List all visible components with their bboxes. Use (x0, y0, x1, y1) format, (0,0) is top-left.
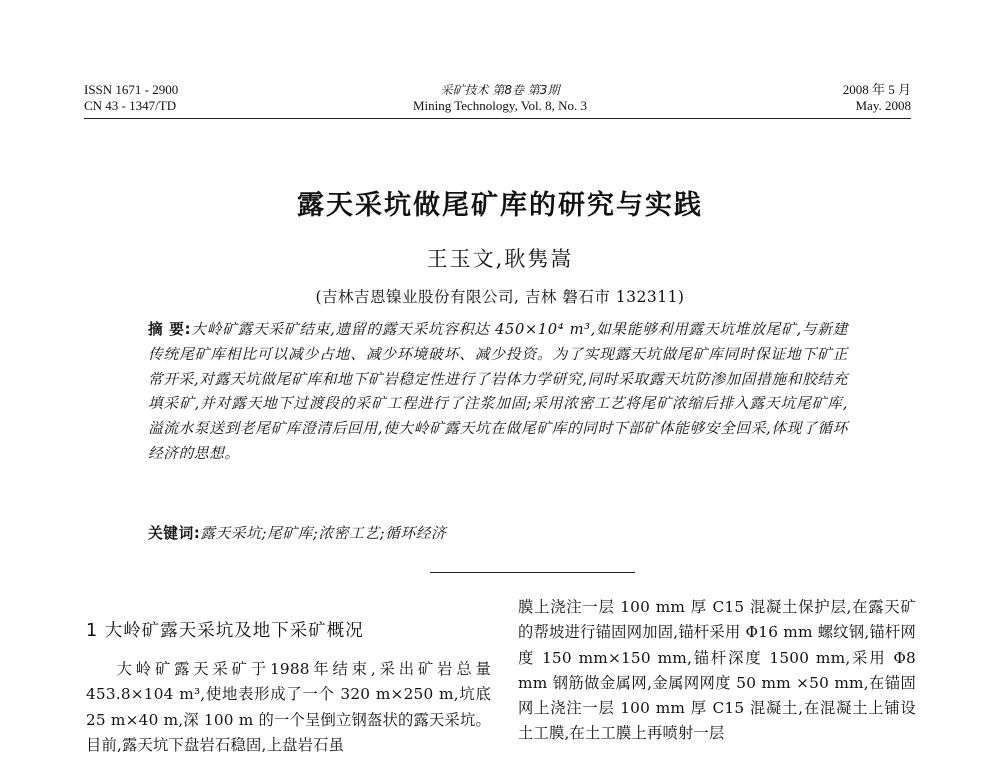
journal-name-en: Mining Technology, Vol. 8, No. 3 (412, 98, 588, 113)
section-heading: 1 大岭矿露天采坑及地下采矿概况 (86, 621, 364, 641)
date-en: May. 2008 (855, 98, 911, 113)
paper-title: 露天采坑做尾矿库的研究与实践 (297, 190, 703, 221)
left-column (86, 657, 491, 758)
date-cn: 2008 年 5 月 (842, 82, 911, 97)
right-paragraph: 膜上浇注一层 100 mm 厚 C15 混凝土保护层,在露天矿的帮坡进行锚固网加固,锚杆采用 Φ16 mm 螺纹钢,锚杆网度 150 mm×150 mm,锚杆深度 1500 mm,采用 Φ8 mm 钢筋做金属网,金属网网度 50 mm ×50 mm,在锚固网上浇注一层 100 mm 厚 C15 混凝土,在混凝土上铺设土工膜,在土工膜上再喷射一层 (518, 598, 916, 743)
abstract-label: 摘 要: (148, 321, 192, 338)
header-rule (84, 118, 911, 119)
affiliation: (吉林吉恩镍业股份有限公司, 吉林 磐石市 132311) (315, 288, 685, 306)
issn: ISSN 1671 - 2900 (84, 82, 179, 97)
keywords (148, 522, 848, 543)
paper-authors: 王玉文,耿隽嵩 (426, 247, 574, 271)
cn-number: CN 43 - 1347/TD (84, 98, 177, 113)
left-paragraph: 大岭矿露天采矿于1988年结束,采出矿岩总量453.8×104 m³,使地表形成了一个 320 m×250 m,坑底 25 m×40 m,深 100 m 的一个呈倒立钢盔状的露天采坑。目前,露天坑下盘岩石稳固,上盘岩石虽 (86, 660, 491, 754)
keywords-label: 关键词: (148, 525, 201, 542)
keywords-text: 露天采坑;尾矿库;浓密工艺;循环经济 (200, 525, 447, 542)
right-column (518, 595, 916, 747)
abstract (148, 318, 848, 467)
journal-name-cn: 采矿技术 第8卷 第3期 (440, 83, 560, 97)
abstract-text: 大岭矿露天采矿结束,遗留的露天采坑容积达 450×10⁴ m³,如果能够利用露天坑堆放尾矿,与新建传统尾矿库相比可以减少占地、减少环境破坏、减少投资。为了实现露天坑做尾矿库同时保证地下矿正常开采,对露天坑做尾矿库和地下矿岩稳定性进行了岩体力学研究,同时采取露天坑防渗加固措施和胶结充填采矿,并对露天地下过渡段的采矿工程进行了注浆加固;采用浓密工艺将尾矿浓缩后排入露天坑尾矿库,溢流水泵送到老尾矿库澄清后回用,使大岭矿露天坑在做尾矿库的同时下部矿体能够安全回采,体现了循环经济的思想。 (148, 321, 849, 462)
abstract-separator (430, 572, 635, 573)
